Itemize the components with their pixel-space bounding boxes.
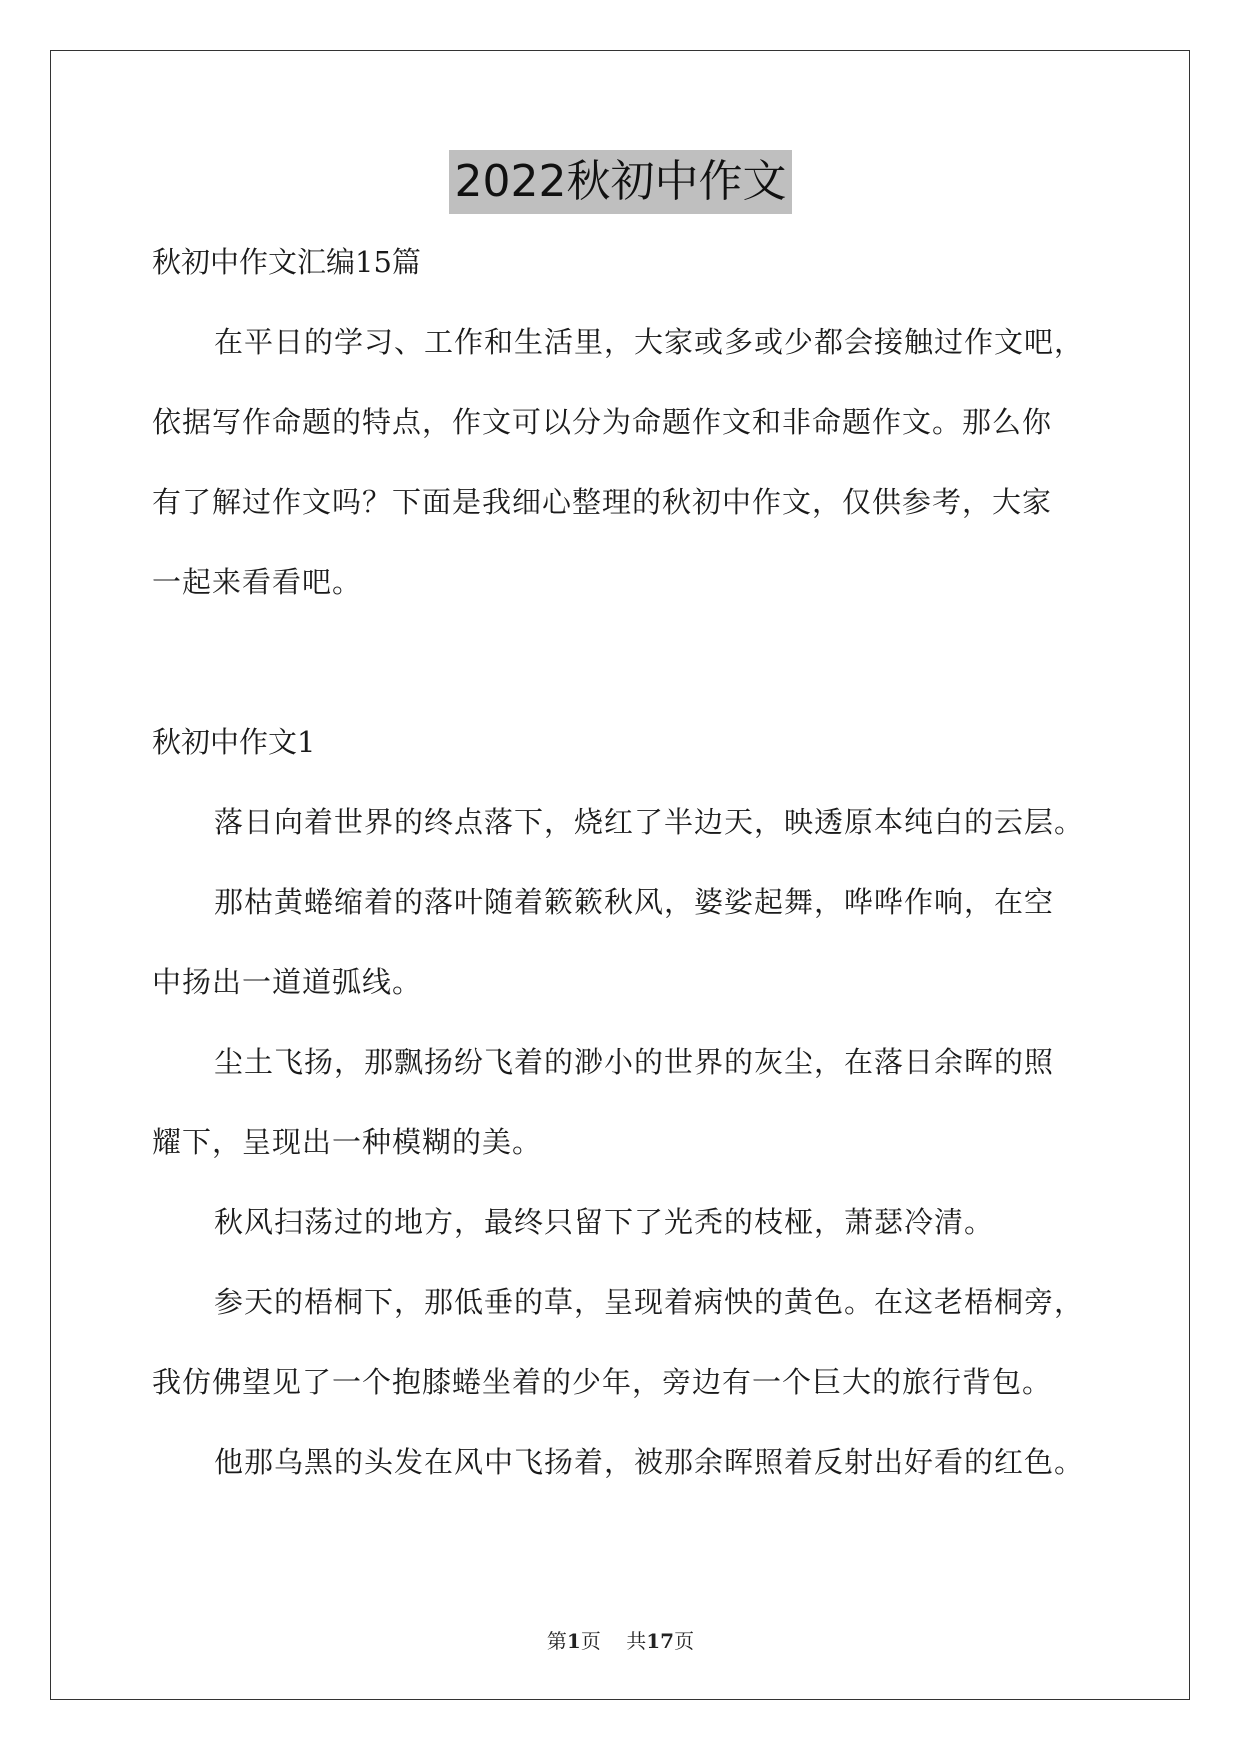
paragraph-line: 中扬出一道道弧线。 [152, 965, 423, 999]
paragraph-line: 参天的梧桐下，那低垂的草，呈现着病怏的黄色。在这老梧桐旁， [214, 1285, 1085, 1319]
collection-heading: 秋初中作文汇编15篇 [152, 245, 421, 279]
total-pages: 17 [646, 1629, 675, 1653]
intro-line: 有了解过作文吗？下面是我细心整理的秋初中作文，仅供参考，大家 [152, 485, 1053, 519]
essay-heading: 秋初中作文1 [152, 725, 316, 759]
intro-line: 一起来看看吧。 [152, 565, 363, 599]
document-title: 2022秋初中作文 [449, 150, 793, 214]
title-container [0, 150, 1241, 214]
paragraph-line: 耀下，呈现出一种模糊的美。 [152, 1125, 543, 1159]
intro-paragraph [152, 302, 1087, 622]
intro-line: 在平日的学习、工作和生活里，大家或多或少都会接触过作文吧， [214, 325, 1085, 359]
total-suffix: 页 [674, 1629, 695, 1653]
paragraph-line: 秋风扫荡过的地方，最终只留下了光秃的枝桠，萧瑟冷清。 [214, 1205, 995, 1239]
page-suffix: 页 [580, 1629, 601, 1653]
essay-paragraph-3 [152, 1022, 1087, 1182]
paragraph-line: 那枯黄蜷缩着的落叶随着簌簌秋风，婆娑起舞，哗哗作响，在空 [214, 885, 1055, 919]
essay-paragraph-1 [152, 782, 1087, 862]
essay-paragraph-6 [152, 1422, 1087, 1502]
paragraph-line: 落日向着世界的终点落下，烧红了半边天，映透原本纯白的云层。 [214, 805, 1085, 839]
document-body [152, 222, 1087, 1502]
essay-paragraph-4 [152, 1182, 1087, 1262]
intro-line: 依据写作命题的特点，作文可以分为命题作文和非命题作文。那么你 [152, 405, 1053, 439]
paragraph-line: 尘土飞扬，那飘扬纷飞着的渺小的世界的灰尘，在落日余晖的照 [214, 1045, 1055, 1079]
total-prefix: 共 [626, 1629, 647, 1653]
paragraph-line: 他那乌黑的头发在风中飞扬着，被那余晖照着反射出好看的红色。 [214, 1445, 1085, 1479]
essay-paragraph-5 [152, 1262, 1087, 1422]
page-footer [0, 1625, 1241, 1654]
paragraph-line: 我仿佛望见了一个抱膝蜷坐着的少年，旁边有一个巨大的旅行背包。 [152, 1365, 1053, 1399]
page-number: 1 [566, 1629, 581, 1653]
essay-paragraph-2 [152, 862, 1087, 1022]
page-prefix: 第 [546, 1629, 567, 1653]
